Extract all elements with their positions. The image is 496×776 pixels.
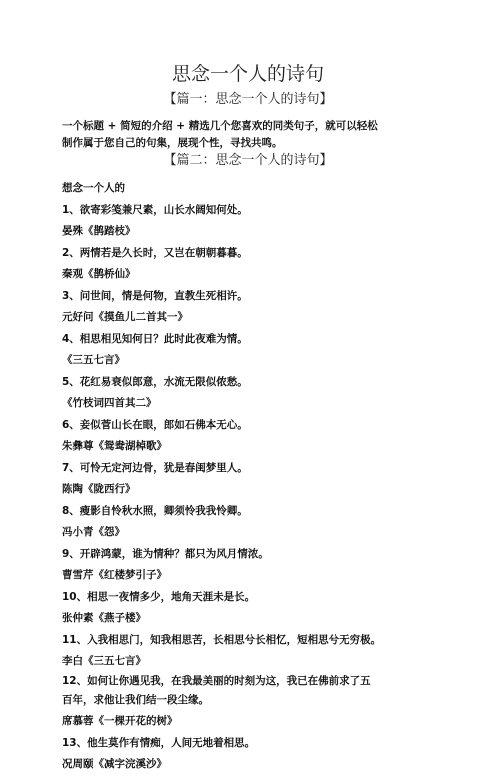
poem-list — [62, 178, 482, 776]
document-title: 思念一个人的诗句 — [171, 63, 324, 85]
list-heading: 想念一个人的 — [62, 182, 125, 194]
poem-line: 13、他生莫作有情痴，人间无地着相思。 — [62, 736, 256, 749]
poem-line: 8、瘦影自怜秋水照，卿须怜我我怜卿。 — [62, 504, 248, 517]
poem-line: 5、花红易衰似郎意，水流无限似侬愁。 — [62, 375, 248, 388]
poem-source: 陈陶《陇西行》 — [62, 483, 136, 495]
poem-line: 9、开辟鸿蒙，谁为情种？都只为风月情浓。 — [62, 547, 269, 560]
poem-line: 3、问世间，情是何物，直教生死相许。 — [62, 289, 248, 302]
poem-line-continued: 百年，求他让我们结一段尘缘。 — [62, 693, 209, 706]
poem-line: 11、入我相思门，知我相思苦，长相思兮长相忆，短相思兮无穷极。 — [62, 633, 382, 646]
poem-source: 席慕蓉《一棵开花的树》 — [62, 715, 178, 727]
intro-paragraph — [62, 118, 462, 152]
section2-heading: 【篇二：思念一个人的诗句】 — [163, 153, 333, 168]
poem-source: 元好问《摸鱼儿二首其一》 — [62, 311, 188, 323]
poem-source: 张仲素《燕子楼》 — [62, 612, 146, 624]
poem-line: 12、如何让你遇见我，在我最美丽的时刻为这，我已在佛前求了五 — [62, 674, 371, 687]
poem-source: 曹雪芹《红楼梦引子》 — [62, 569, 167, 581]
poem-line: 2、两情若是久长时，又岂在朝朝暮暮。 — [62, 246, 248, 259]
poem-source: 冯小青《怨》 — [62, 526, 125, 538]
poem-source: 晏殊《鹊踏枝》 — [62, 225, 136, 237]
section1-heading: 【篇一：思念一个人的诗句】 — [163, 92, 333, 107]
poem-line: 1、欲寄彩笺兼尺素，山长水阔知何处。 — [62, 203, 248, 216]
intro-line: 一个标题 + 简短的介绍 + 精选几个您喜欢的同类句子，就可以轻松 — [62, 120, 378, 132]
poem-source: 况周颐《减字浣溪沙》 — [62, 758, 167, 770]
poem-source: 秦观《鹊桥仙》 — [62, 268, 136, 280]
poem-line: 10、相思一夜情多少，地角天涯未是长。 — [62, 590, 256, 603]
intro-line: 制作属于您自己的句集，展现个性，寻找共鸣。 — [62, 137, 283, 149]
poem-source: 《竹枝词四首其二》 — [62, 397, 157, 409]
poem-source: 李白《三五七言》 — [62, 655, 146, 667]
poem-source: 《三五七言》 — [62, 354, 125, 366]
poem-line: 4、相思相见知何日？此时此夜难为情。 — [62, 332, 248, 345]
poem-line: 6、妾似菅山长在眼，郎如石佛本无心。 — [62, 418, 248, 431]
poem-source: 朱彝尊《鸳鸯湖棹歌》 — [62, 440, 167, 452]
poem-line: 7、可怜无定河边骨，犹是春闺梦里人。 — [62, 461, 248, 474]
